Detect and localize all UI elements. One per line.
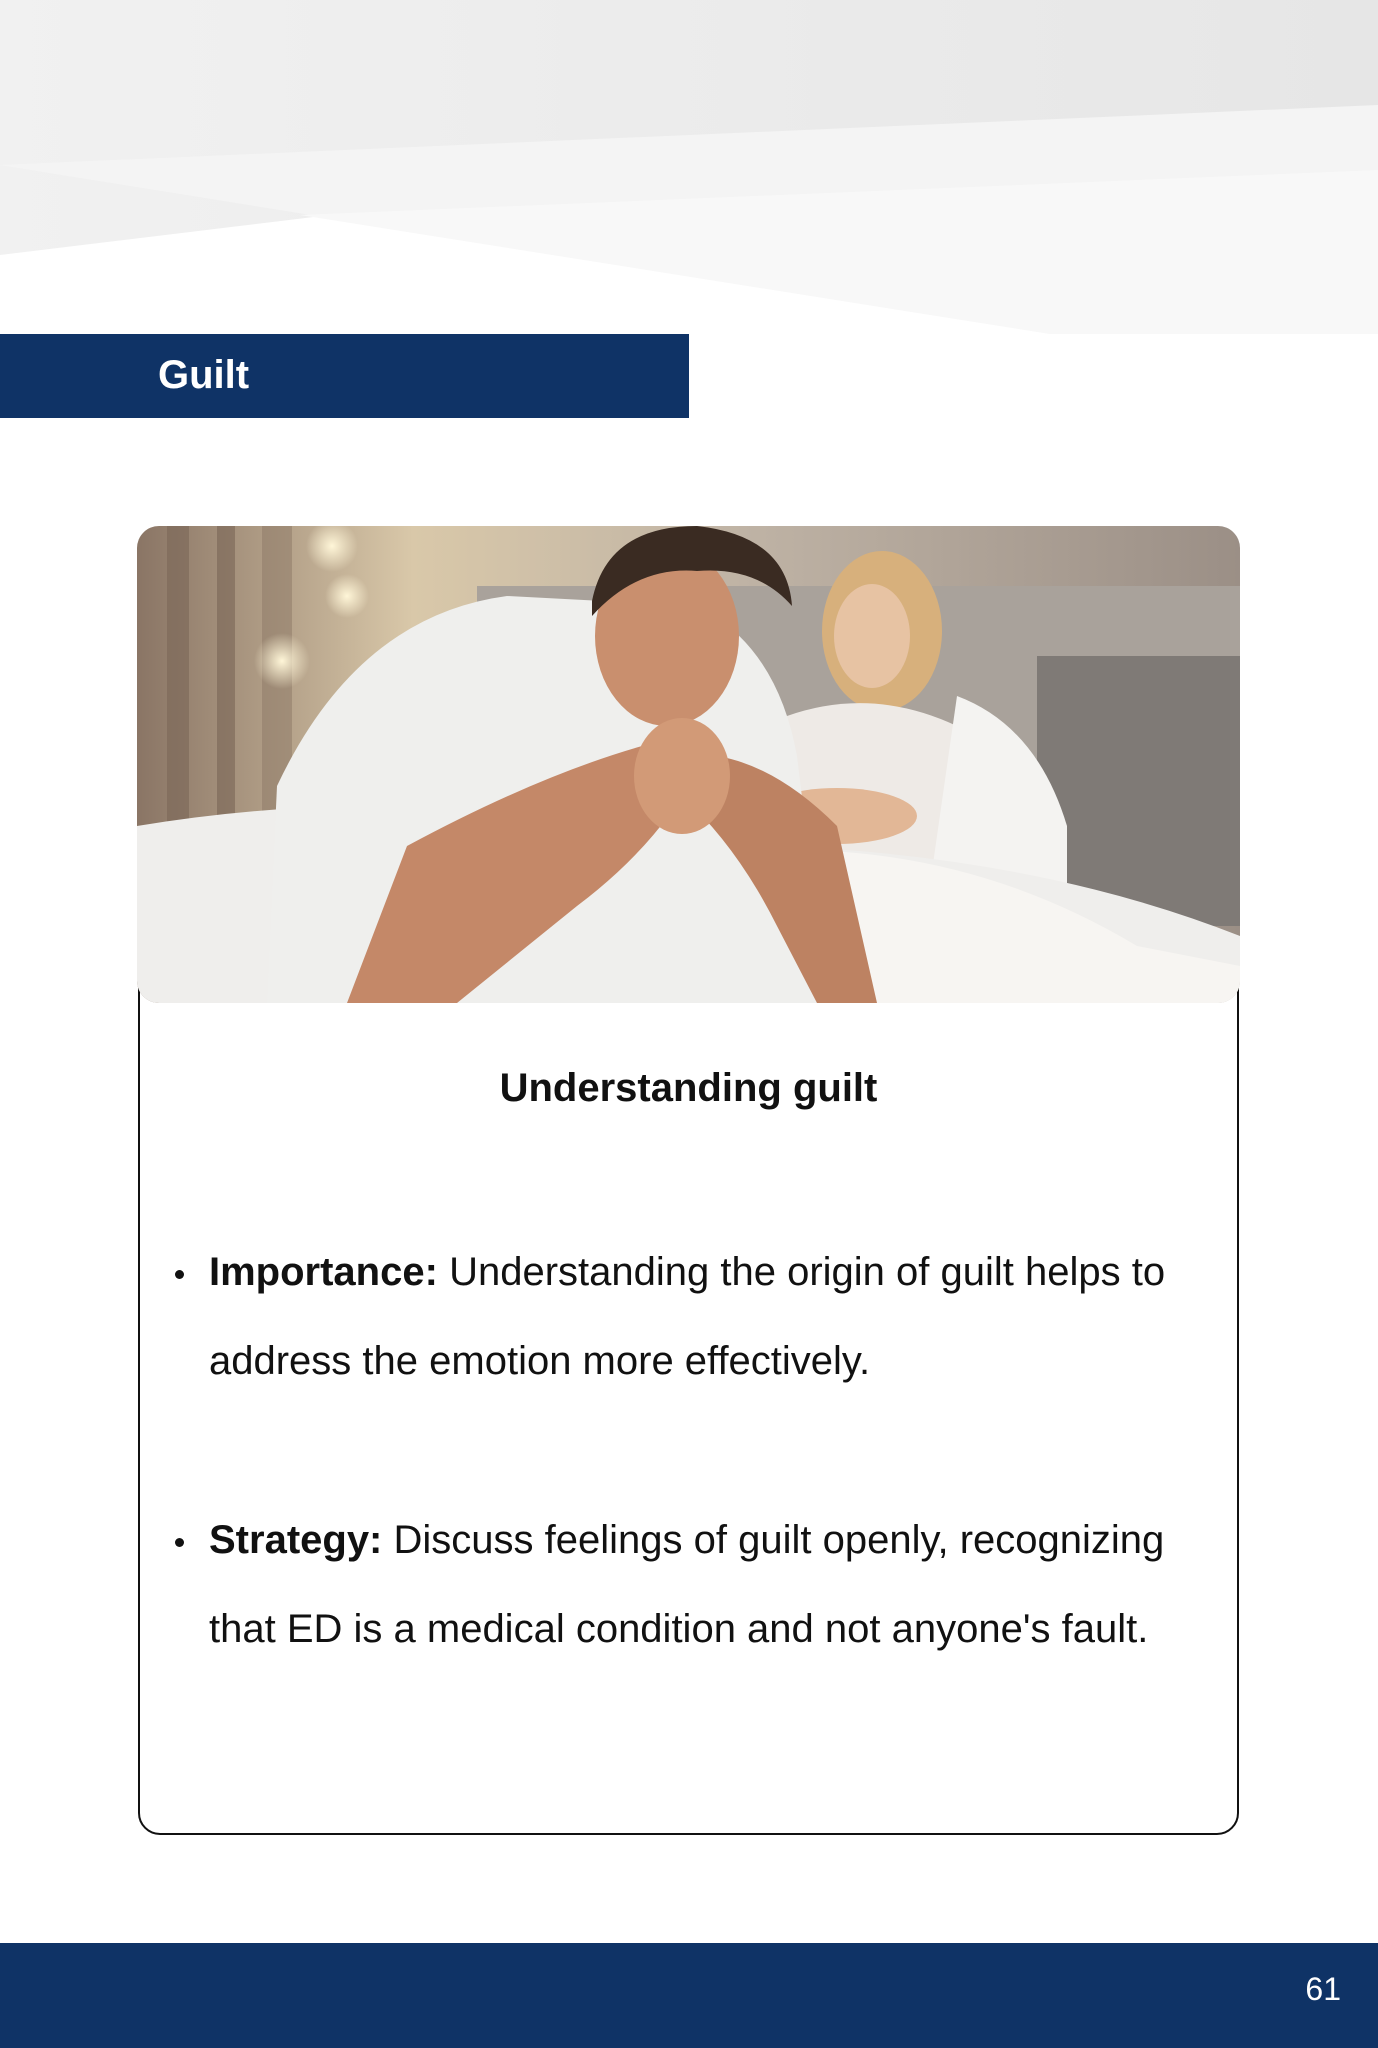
item-text: Discuss feelings of guilt openly, recognizing that ED is a medical condition and not anyone's fault. <box>209 1518 1165 1651</box>
list-item <box>170 1496 1220 1674</box>
header-decoration <box>0 0 1378 340</box>
list-item <box>170 1228 1220 1406</box>
item-label: Importance: <box>209 1250 438 1294</box>
item-label: Strategy: <box>209 1518 383 1562</box>
card-photo <box>137 526 1240 1003</box>
bullet-list <box>170 1228 1220 1674</box>
section-title: Guilt <box>158 353 250 397</box>
page-number: 61 <box>1305 1971 1341 2007</box>
couple-photo-illustration <box>137 526 1240 1003</box>
card-heading: Understanding guilt <box>499 1066 878 1110</box>
item-text: Understanding the origin of guilt helps to address the emotion more effectively. <box>209 1250 1166 1383</box>
footer-bar <box>0 1943 1378 2048</box>
section-header <box>0 334 689 418</box>
